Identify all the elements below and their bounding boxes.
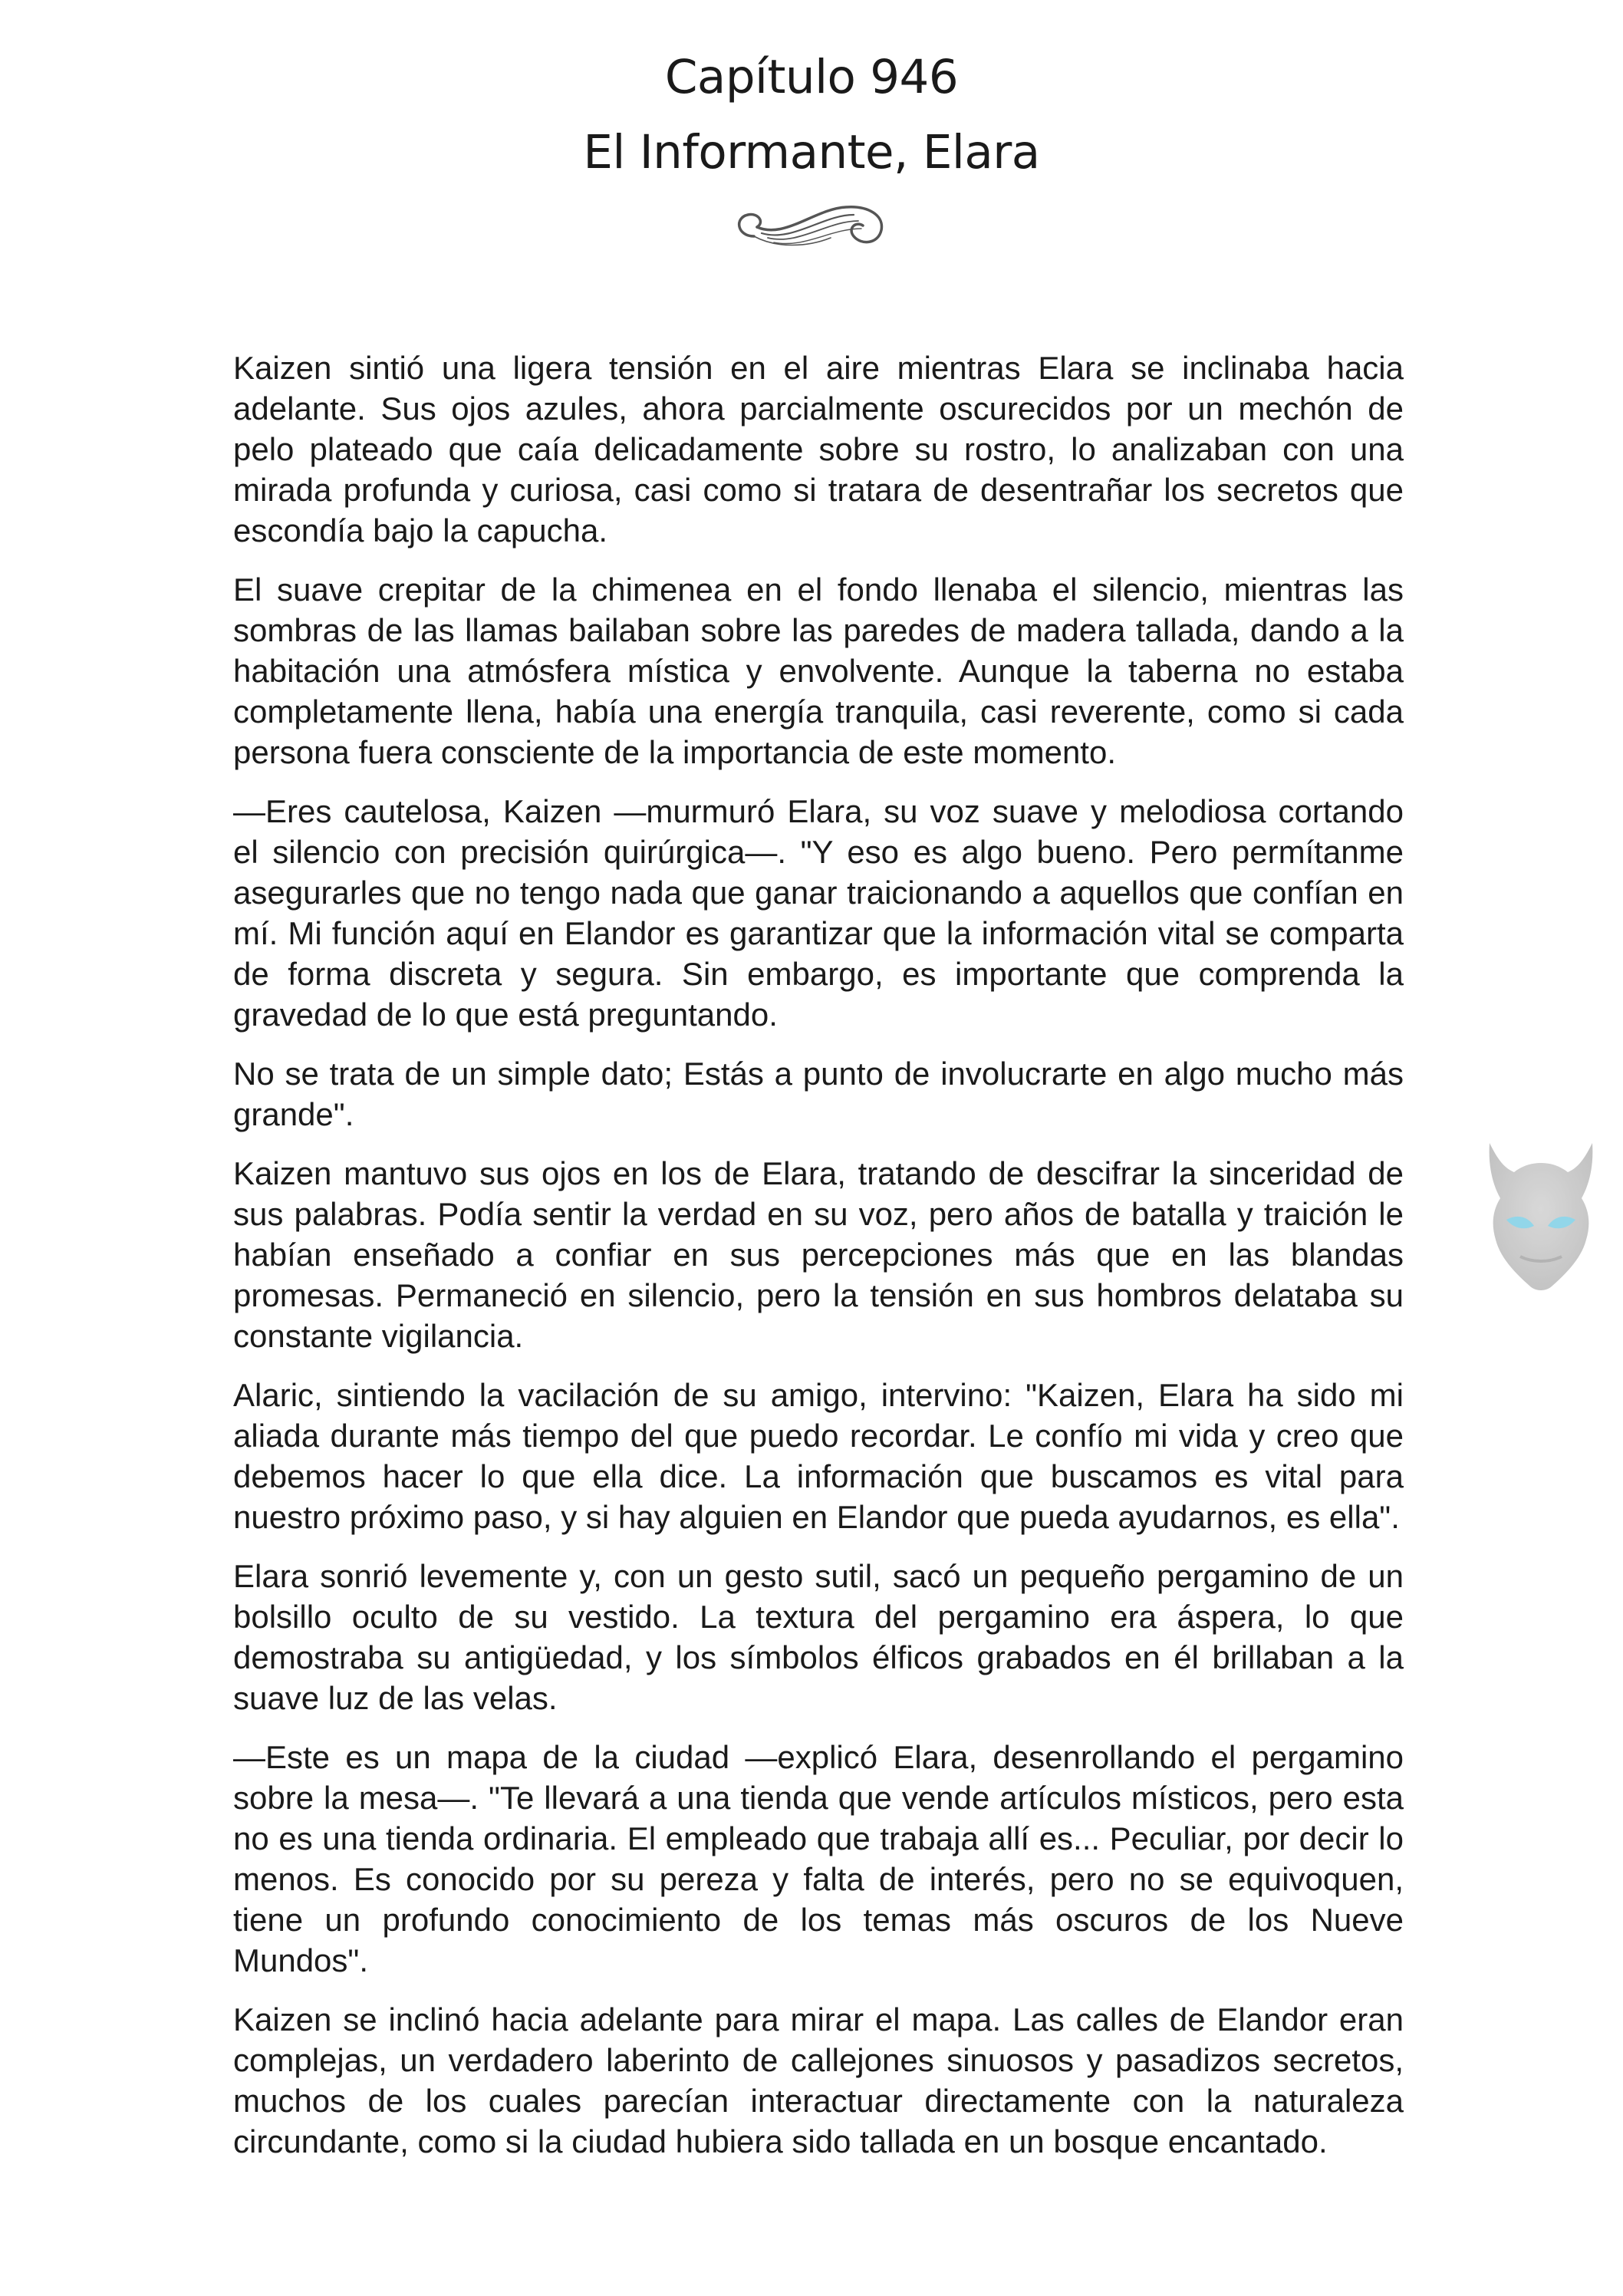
paragraph-8: —Este es un mapa de la ciudad —explicó Elara, desenrollando el pergamino sobre la mesa—. "Te llevará a una tienda que vende artículos místicos, pero esta no es una tienda ordinaria. El empleado que trabaja allí es... Peculiar, por decir lo menos. Es conocido por su pereza y falta de interés, pero no se equivoquen, tiene un profundo conocimiento de los temas más oscuros de los Nueve Mundos". (233, 1739, 1404, 1978)
chapter-title: El Informante, Elara (583, 125, 1040, 180)
paragraph-4: No se trata de un simple dato; Estás a punto de involucrarte en algo mucho más grande". (233, 1056, 1404, 1132)
demon-head-logo-icon (1467, 1128, 1615, 1304)
paragraph-1: Kaizen sintió una ligera tensión en el aire mientras Elara se inclinaba hacia adelante. Sus ojos azules, ahora parcialmente oscurecidos por un mechón de pelo plateado que caía delicadamente sobre su rostro, lo analizaban con una mirada profunda y curiosa, casi como si tratara de desentrañar los secretos que escondía bajo la capucha. (233, 350, 1404, 548)
chapter-header (0, 40, 1623, 190)
paragraph-9: Kaizen se inclinó hacia adelante para mirar el mapa. Las calles de Elandor eran complejas, un verdadero laberinto de callejones sinuosos y pasadizos secretos, muchos de los cuales parecían interactuar directamente con la naturaleza circundante, como si la ciudad hubiera sido tallada en un bosque encantado. (233, 2001, 1404, 2159)
chapter-body (233, 348, 1404, 2180)
paragraph-5: Kaizen mantuvo sus ojos en los de Elara, tratando de descifrar la sinceridad de sus palabras. Podía sentir la verdad en su voz, pero años de batalla y traición le habían enseñado a confiar en sus percepciones más que en las blandas promesas. Permaneció en silencio, pero la tensión en sus hombros delataba su constante vigilancia. (233, 1155, 1404, 1354)
paragraph-6: Alaric, sintiendo la vacilación de su amigo, intervino: "Kaizen, Elara ha sido mi aliada durante más tiempo del que puedo recordar. Le confío mi vida y creo que debemos hacer lo que ella dice. La información que buscamos es vital para nuestro próximo paso, y si hay alguien en Elandor que pueda ayudarnos, es ella". (233, 1377, 1404, 1535)
flourish-icon (731, 193, 896, 258)
paragraph-2: El suave crepitar de la chimenea en el fondo llenaba el silencio, mientras las sombras de las llamas bailaban sobre las paredes de madera tallada, dando a la habitación una atmósfera mística y envolvente. Aunque la taberna no estaba completamente llena, había una energía tranquila, casi reverente, como si cada persona fuera consciente de la importancia de este momento. (233, 572, 1404, 770)
paragraph-3: —Eres cautelosa, Kaizen —murmuró Elara, su voz suave y melodiosa cortando el silencio con precisión quirúrgica—. "Y eso es algo bueno. Pero permítanme asegurarles que no tengo nada que ganar traicionando a aquellos que confían en mí. Mi función aquí en Elandor es garantizar que la información vital se comparta de forma discreta y segura. Sin embargo, es importante que comprenda la gravedad de lo que está preguntando. (233, 793, 1404, 1033)
paragraph-7: Elara sonrió levemente y, con un gesto sutil, sacó un pequeño pergamino de un bolsillo oculto de su vestido. La textura del pergamino era áspera, lo que demostraba su antigüedad, y los símbolos élficos grabados en él brillaban a la suave luz de las velas. (233, 1558, 1404, 1716)
chapter-number: Capítulo 946 (664, 50, 959, 104)
